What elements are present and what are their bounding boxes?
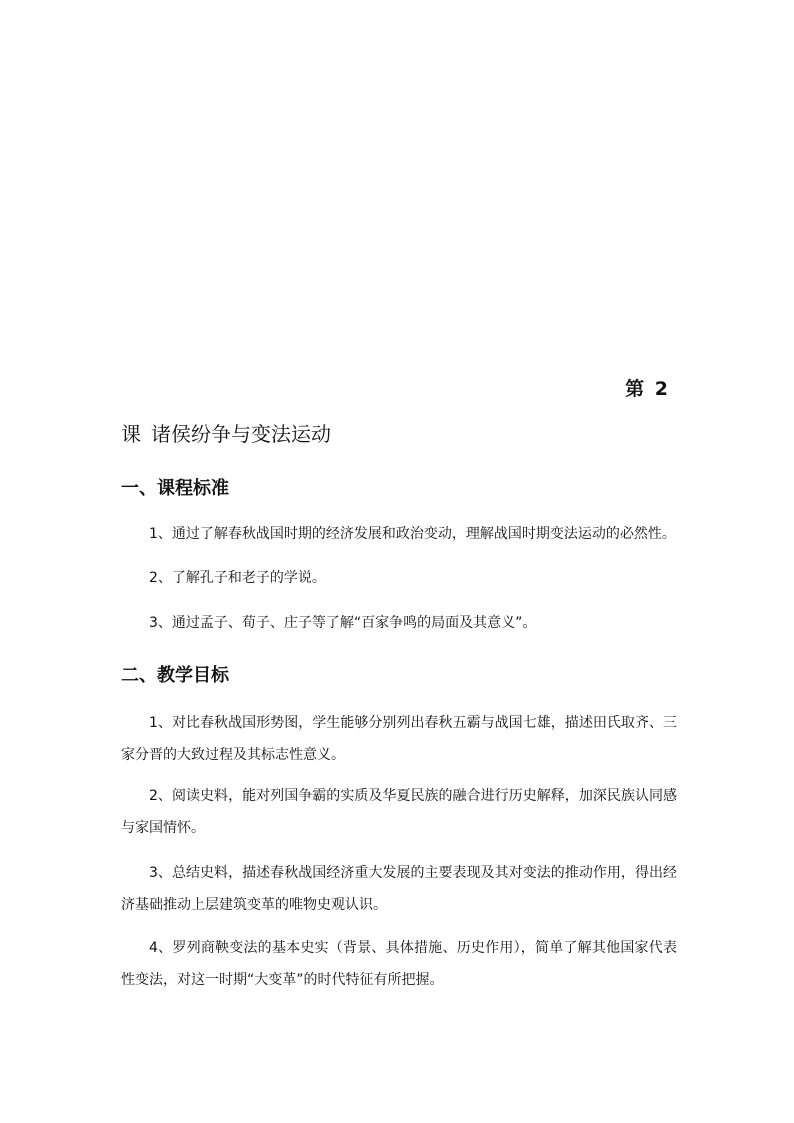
section-heading-teaching-goals: 二、教学目标 (121, 665, 229, 686)
curriculum-item-2: 2、了解孔子和老子的学说。 (149, 570, 326, 586)
lesson-title-prefix: 课 (121, 422, 141, 446)
goal-item-1: 1、对比春秋战国形势图，学生能够分别列出春秋五霸与战国七雄，描述田氏取齐、三家分晋的大致过程及其标志性意义。 (121, 715, 677, 763)
goal-item-4: 4、罗列商鞅变法的基本史实（背景、具体措施、历史作用），简单了解其他国家代表性变法，对这一时期“大变革”的时代特征有所把握。 (121, 940, 677, 988)
goal-item-3: 3、总结史料，描述春秋战国经济重大发展的主要表现及其对变法的推动作用，得出经济基础推动上层建筑变革的唯物史观认识。 (121, 865, 677, 913)
curriculum-item-1: 1、通过了解春秋战国时期的经济发展和政治变动，理解战国时期变法运动的必然性。 (149, 526, 676, 542)
goal-item-2: 2、阅读史料，能对列国争霸的实质及华夏民族的融合进行历史解释，加深民族认同感与家国情怀。 (121, 788, 677, 836)
curriculum-item-3: 3、通过孟子、荀子、庄子等了解“百家争鸣的局面及其意义”。 (149, 615, 537, 631)
lesson-title-part2 (121, 418, 341, 447)
lesson-title-main: 诸侯纷争与变法运动 (151, 422, 331, 446)
section-heading-curriculum-standard: 一、课程标准 (121, 478, 229, 499)
lesson-title-part1: 第 2 (625, 378, 670, 400)
